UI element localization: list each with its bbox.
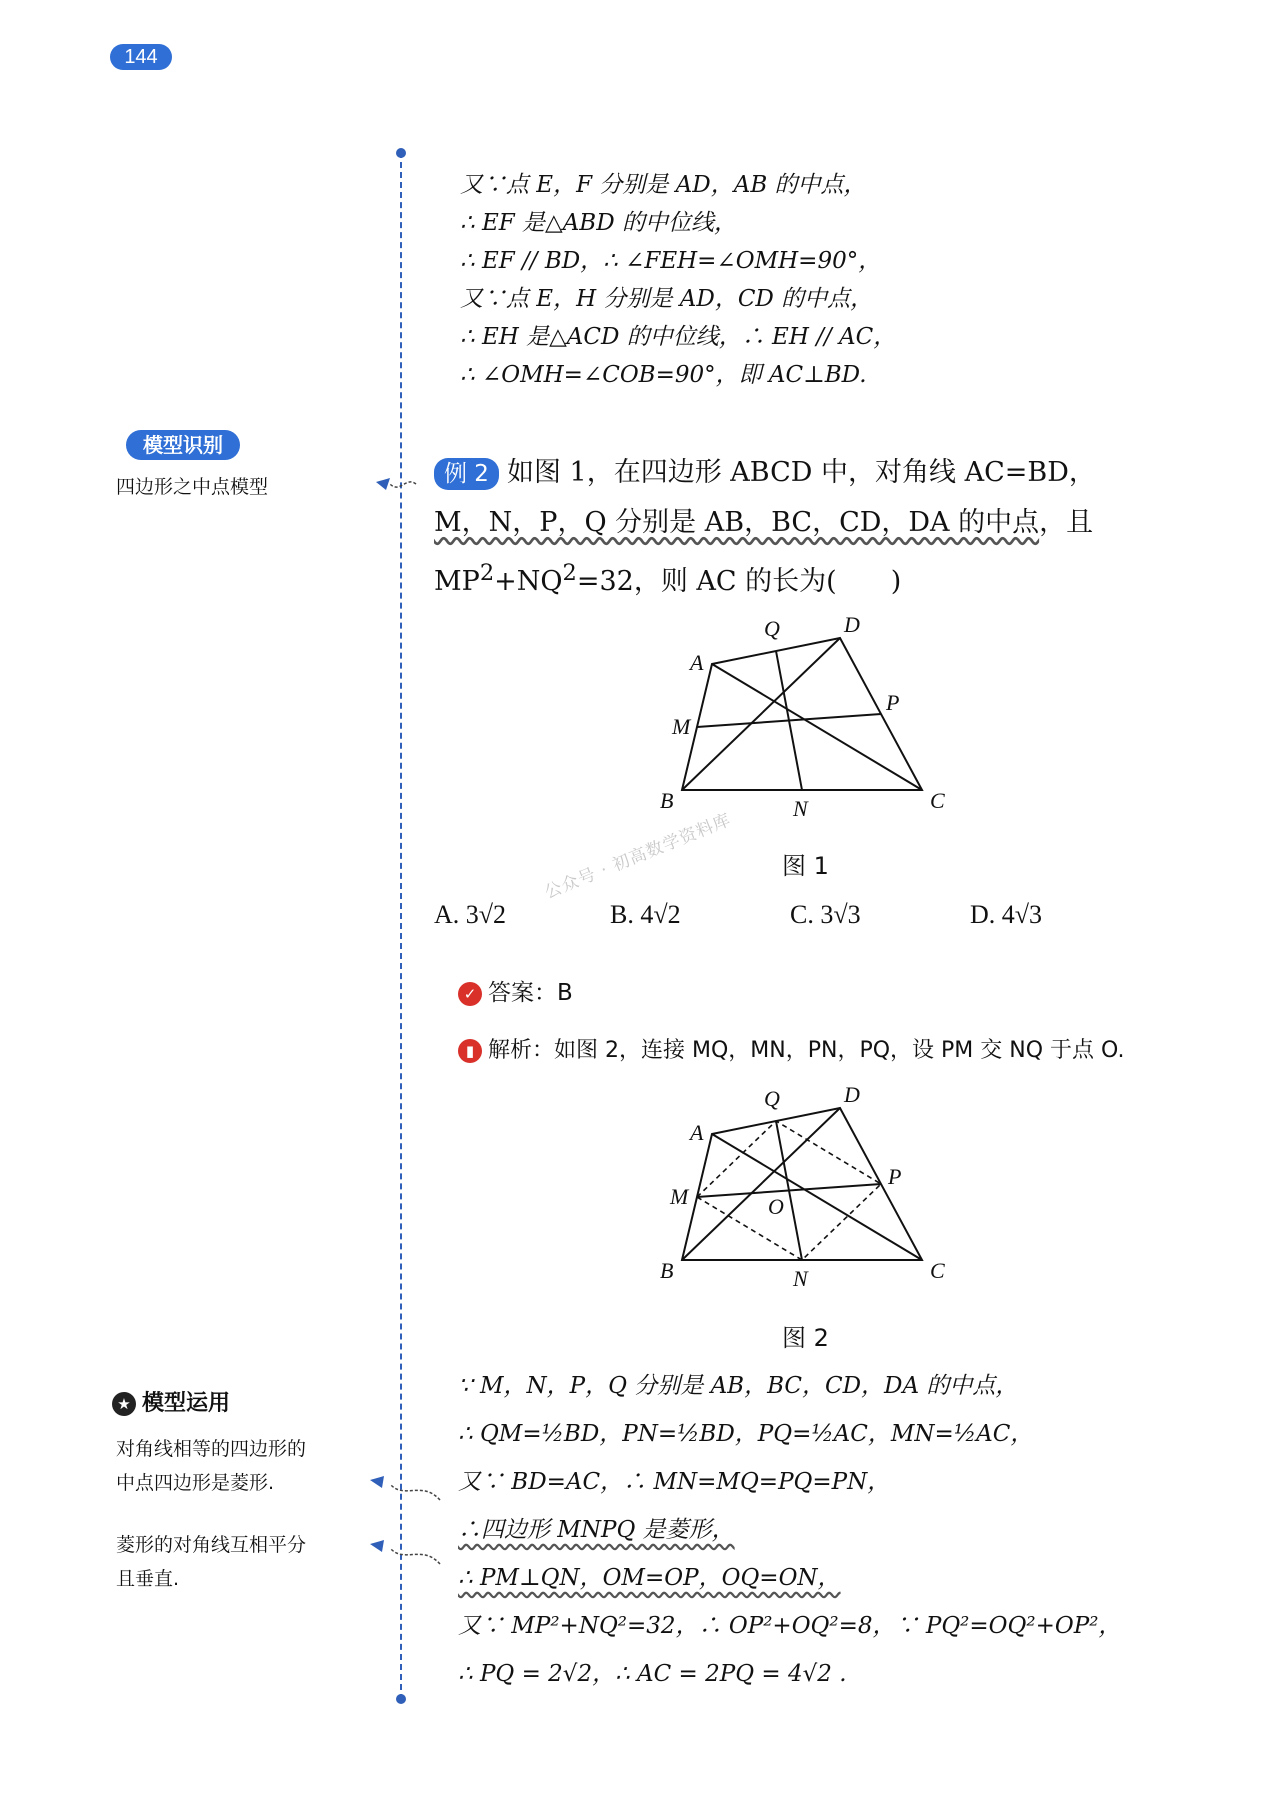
margin-divider (400, 152, 402, 1700)
example-line1: 如图 1，在四边形 ABCD 中，对角线 AC=BD， (506, 457, 1096, 488)
example-badge: 例 2 (434, 458, 499, 490)
model-use-title: ★ 模型运用 (112, 1386, 230, 1417)
proof-line: ∴ EF 是△ABD 的中位线， (460, 210, 737, 236)
diagonal-ac (712, 664, 922, 790)
label-b: B (660, 788, 674, 813)
solution-line: 又∵ BD=AC，∴ MN=MQ=PQ=PN， (458, 1469, 891, 1495)
figure-1-caption: 图 1 (782, 852, 829, 880)
label-p: P (888, 1164, 902, 1189)
pointer-arrow-icon (362, 1534, 442, 1574)
option-c[interactable]: C. 3√3 (790, 900, 861, 929)
check-icon: ✓ (458, 982, 482, 1006)
divider-bottom-dot (396, 1694, 406, 1704)
label-p: P (886, 690, 900, 715)
label-b: B (660, 1258, 674, 1283)
option-a[interactable]: A. 3√2 (434, 900, 507, 929)
figure-2 (650, 1080, 970, 1300)
solution-line: ∴ QM=½BD，PN=½BD，PQ=½AC，MN=½AC， (458, 1421, 1034, 1447)
solution-line: ∵ M，N，P，Q 分别是 AB，BC，CD，DA 的中点， (458, 1373, 1019, 1399)
solution-line-rhombus: ∴四边形 MNPQ 是菱形， (458, 1517, 735, 1543)
pointer-arrow-icon (362, 1470, 442, 1510)
label-c: C (930, 788, 945, 813)
model-identify-tag: 模型识别 (126, 430, 240, 460)
example-line2-rest: ，且 (1039, 507, 1094, 538)
pointer-arrow-icon (370, 470, 420, 500)
model-name: 四边形之中点模型 (116, 476, 269, 498)
diagonal-bd (682, 1108, 840, 1260)
proof-continuation (460, 166, 896, 394)
proof-line: 又∵点 E，H 分别是 AD，CD 的中点， (460, 286, 874, 312)
label-q: Q (764, 616, 780, 641)
proof-line: 又∵点 E，F 分别是 AD，AB 的中点， (460, 172, 867, 198)
answer-line: ✓ 答案：B (458, 976, 573, 1010)
figure-1 (650, 610, 970, 820)
diagonal-bd (682, 638, 840, 790)
label-d: D (844, 1082, 860, 1107)
label-n: N (793, 796, 808, 820)
analysis-line: ▮ 解析：如图 2，连接 MQ，MN，PN，PQ，设 PM 交 NQ 于点 O. (458, 1034, 1124, 1068)
proof-line: ∴ ∠OMH=∠COB=90°，即 AC⊥BD. (460, 362, 867, 388)
divider-top-dot (396, 148, 406, 158)
label-a: A (690, 650, 704, 675)
answer-options (434, 900, 1194, 940)
label-o: O (768, 1194, 784, 1219)
side-note-2: 菱形的对角线互相平分 且垂直. (116, 1534, 307, 1590)
solution-line: ∴ PQ = 2√2，∴ AC = 2PQ = 4√2 . (458, 1661, 847, 1687)
label-m: M (670, 1184, 689, 1209)
star-icon: ★ (112, 1392, 136, 1416)
example-problem (434, 448, 1194, 607)
label-d: D (844, 612, 860, 637)
option-b[interactable]: B. 4√2 (610, 900, 681, 929)
label-c: C (930, 1258, 945, 1283)
side-note-1: 对角线相等的四边形的 中点四边形是菱形. (116, 1438, 307, 1494)
figure-2-caption: 图 2 (782, 1324, 829, 1352)
example-underlined-condition: M，N，P，Q 分别是 AB，BC，CD，DA 的中点 (434, 507, 1040, 538)
label-m: M (672, 714, 691, 739)
proof-line: ∴ EF // BD，∴ ∠FEH=∠OMH=90°， (460, 248, 882, 274)
solution-line: 又∵ MP²+NQ²=32，∴ OP²+OQ²=8，∵ PQ²=OQ²+OP²， (458, 1613, 1122, 1639)
label-q: Q (764, 1086, 780, 1111)
quadrilateral-abcd (682, 1108, 922, 1260)
label-n: N (793, 1266, 808, 1291)
solution-steps (458, 1362, 1121, 1698)
chart-icon: ▮ (458, 1039, 482, 1063)
proof-line: ∴ EH 是△ACD 的中位线，∴ EH // AC， (460, 324, 897, 350)
label-a: A (690, 1120, 704, 1145)
watermark: 公众号 · 初高数学资料库 (541, 810, 735, 904)
page-number: 144 (110, 44, 172, 70)
option-d[interactable]: D. 4√3 (970, 900, 1043, 929)
example-line3: $MP^2+NQ^2=32$，则 AC 的长为( ) (434, 560, 902, 597)
solution-line-diagonals: ∴ PM⊥QN，OM=OP，OQ=ON， (458, 1565, 841, 1591)
